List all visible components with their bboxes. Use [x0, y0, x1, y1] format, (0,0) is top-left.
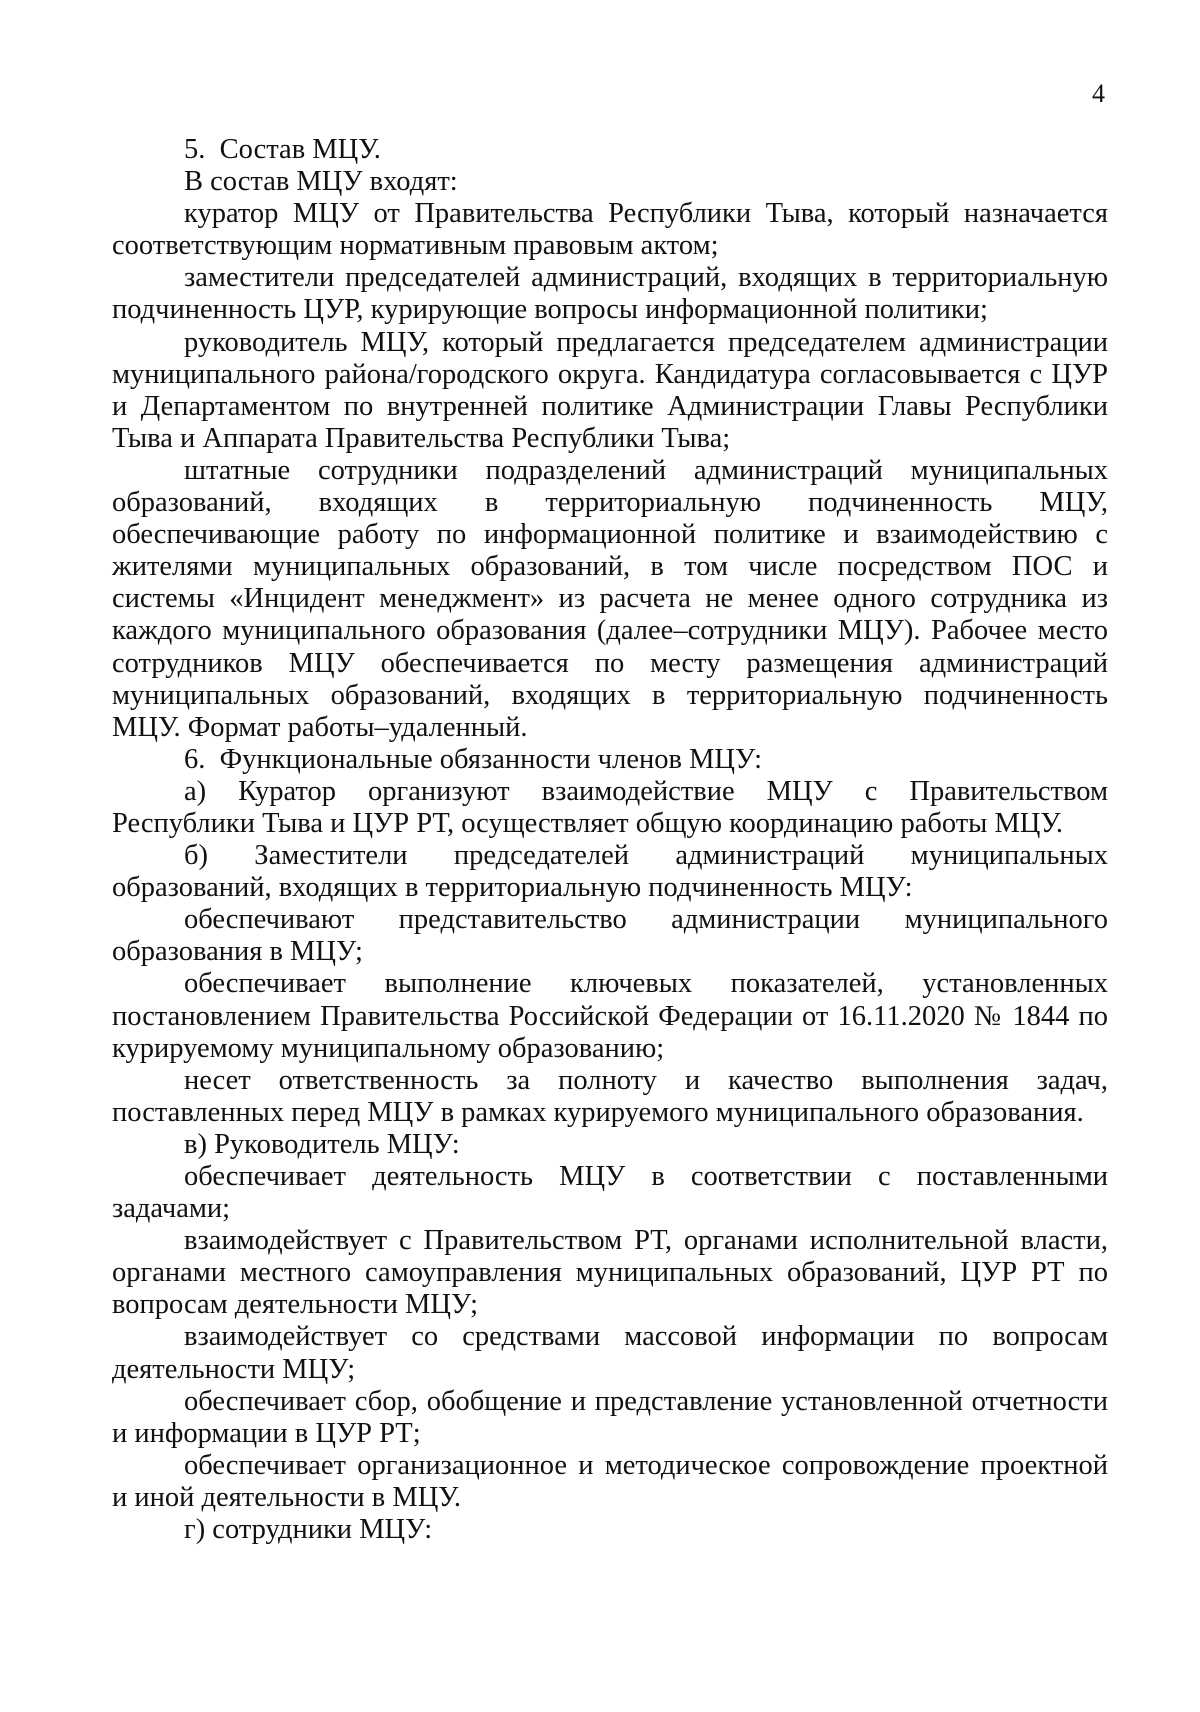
paragraph: обеспечивает деятельность МЦУ в соответствии с поставленными задачами;	[112, 1161, 1108, 1225]
paragraph: взаимодействует со средствами массовой информации по вопросам деятельности МЦУ;	[112, 1321, 1108, 1385]
section-heading-composition: 5. Состав МЦУ.	[184, 134, 381, 165]
document-body	[112, 134, 1108, 1546]
page-number: 4	[1092, 79, 1105, 108]
paragraph: б) Заместители председателей администраций муниципальных образований, входящих в территориальную подчиненность МЦУ:	[112, 840, 1108, 904]
paragraph: несет ответственность за полноту и качество выполнения задач, поставленных перед МЦУ в рамках курируемого муниципального образования.	[112, 1064, 1108, 1128]
section-heading-duties: 6. Функциональные обязанности членов МЦУ:	[184, 743, 763, 775]
paragraph: а) Куратор организуют взаимодействие МЦУ с Правительством Республики Тыва и ЦУР РТ, осуществляет общую координацию работы МЦУ.	[112, 775, 1108, 839]
paragraph: обеспечивает сбор, обобщение и представление установленной отчетности и информации в ЦУР РТ;	[112, 1385, 1108, 1449]
paragraph: взаимодействует с Правительством РТ, органами исполнительной власти, органами местного самоуправления муниципальных образований, ЦУР РТ по вопросам деятельности МЦУ;	[112, 1225, 1108, 1321]
paragraph: руководитель МЦУ, который предлагается председателем администрации муниципального района/городского округа. Кандидатура согласовывается с ЦУР и Департаментом по внутренней политике Администрации Главы Республики Тыва и Аппарата Правительства Республики Тыва;	[112, 326, 1108, 454]
paragraph: штатные сотрудники подразделений администраций муниципальных образований, входящих в территориальную подчиненность МЦУ, обеспечивающие работу по информационной политике и взаимодействию с жителями муниципальных образований, в том числе посредством ПОС и системы «Инцидент менеджмент» из расчета не менее одного сотрудника из каждого муниципального образования (далее–сотрудники МЦУ). Рабочее место сотрудников МЦУ обеспечивается по месту размещения администраций муниципальных образований, входящих в территориальную подчиненность МЦУ. Формат работы–удаленный.	[112, 454, 1108, 743]
paragraph: в) Руководитель МЦУ:	[184, 1128, 460, 1160]
paragraph: заместители председателей администраций, входящих в территориальную подчиненность ЦУР, курирующие вопросы информационной политики;	[112, 262, 1108, 326]
paragraph: г) сотрудники МЦУ:	[184, 1514, 433, 1546]
paragraph: куратор МЦУ от Правительства Республики Тыва, который назначается соответствующим нормативным правовым актом;	[112, 198, 1108, 262]
paragraph: обеспечивает выполнение ключевых показателей, установленных постановлением Правительства Российской Федерации от 16.11.2020 № 1844 по курируемому муниципальному образованию;	[112, 968, 1108, 1064]
paragraph: обеспечивают представительство администрации муниципального образования в МЦУ;	[112, 904, 1108, 968]
paragraph: обеспечивает организационное и методическое сопровождение проектной и иной деятельности в МЦУ.	[112, 1449, 1108, 1513]
paragraph: В состав МЦУ входят:	[184, 166, 458, 198]
